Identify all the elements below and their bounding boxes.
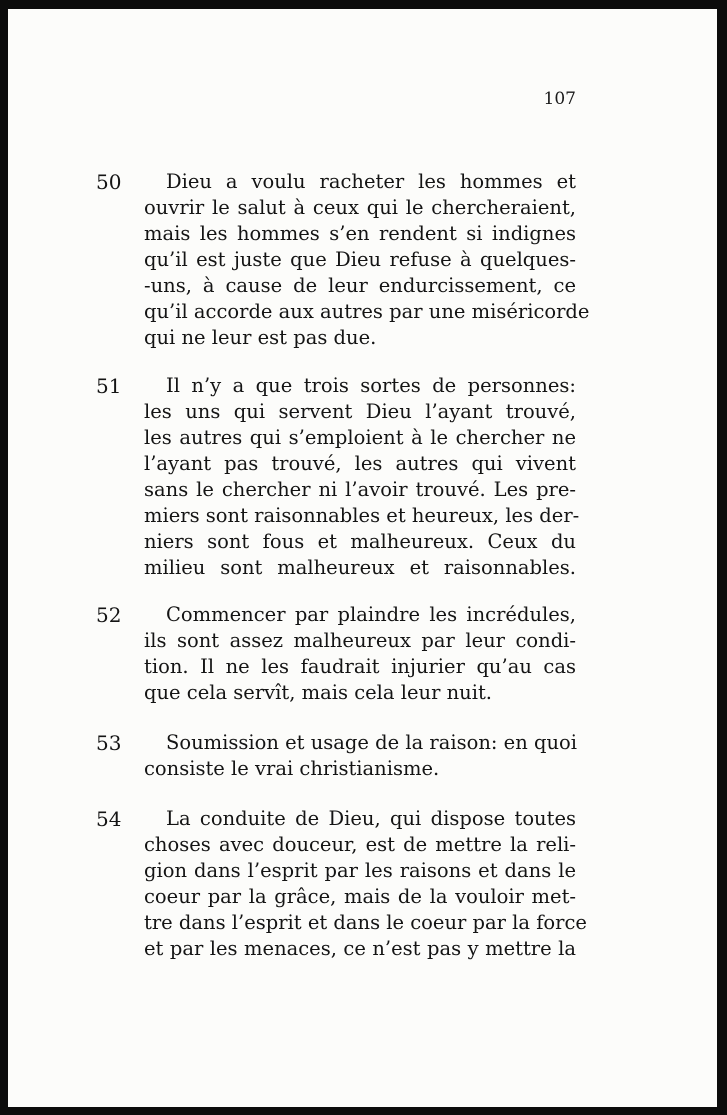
text-line: mais les hommes s’en rendent si indignes [144, 222, 576, 245]
text-line: coeur par la grâce, mais de la vouloir met- [144, 885, 576, 908]
text-line: -uns, à cause de leur endurcissement, ce [144, 274, 576, 297]
text-line: qui ne leur est pas due. [144, 326, 377, 349]
text-line: choses avec douceur, est de mettre la reli- [144, 833, 576, 856]
paragraph-number: 51 [96, 374, 122, 398]
text-line: niers sont fous et malheureux. Ceux du [144, 530, 576, 553]
book-page [8, 9, 717, 1107]
page-number: 107 [543, 89, 576, 109]
paragraph-text [144, 602, 576, 706]
text-line: sans le chercher ni l’avoir trouvé. Les pre- [144, 478, 576, 501]
text-line: tre dans l’esprit et dans le coeur par la force [144, 911, 587, 934]
text-line: les uns qui servent Dieu l’ayant trouvé, [144, 400, 576, 423]
text-line: l’ayant pas trouvé, les autres qui vivent [144, 452, 576, 475]
paragraph-number: 53 [96, 731, 122, 755]
text-line: et par les menaces, ce n’est pas y mettre la [144, 937, 576, 960]
text-line: consiste le vrai christianisme. [144, 757, 440, 780]
text-line: qu’il est juste que Dieu refuse à quelques- [144, 248, 576, 271]
text-line: La conduite de Dieu, qui dispose toutes [166, 807, 576, 830]
text-line: Commencer par plaindre les incrédules, [166, 603, 576, 626]
paragraph-text [144, 806, 587, 962]
text-line: les autres qui s’emploient à le chercher ne [144, 426, 576, 449]
text-line: tion. Il ne les faudrait injurier qu’au cas [144, 655, 576, 678]
text-line: Il n’y a que trois sortes de personnes: [166, 374, 576, 397]
paragraph-text [144, 373, 580, 581]
text-line: miers sont raisonnables et heureux, les der- [144, 504, 580, 527]
text-line: ils sont assez malheureux par leur condi- [144, 629, 576, 652]
text-line: milieu sont malheureux et raisonnables. [144, 556, 576, 579]
paragraph-number: 50 [96, 170, 122, 194]
paragraph-text [144, 730, 576, 782]
text-line: Dieu a voulu racheter les hommes et [166, 170, 576, 193]
text-line: gion dans l’esprit par les raisons et dans le [144, 859, 576, 882]
text-line: que cela servît, mais cela leur nuit. [144, 681, 492, 704]
text-line: ouvrir le salut à ceux qui le chercheraient, [144, 196, 576, 219]
paragraph-number: 54 [96, 807, 122, 831]
paragraph-text [144, 169, 590, 351]
text-line: Soumission et usage de la raison: en quoi [166, 731, 577, 754]
text-line: qu’il accorde aux autres par une miséricorde [144, 300, 590, 323]
paragraph-number: 52 [96, 603, 122, 627]
